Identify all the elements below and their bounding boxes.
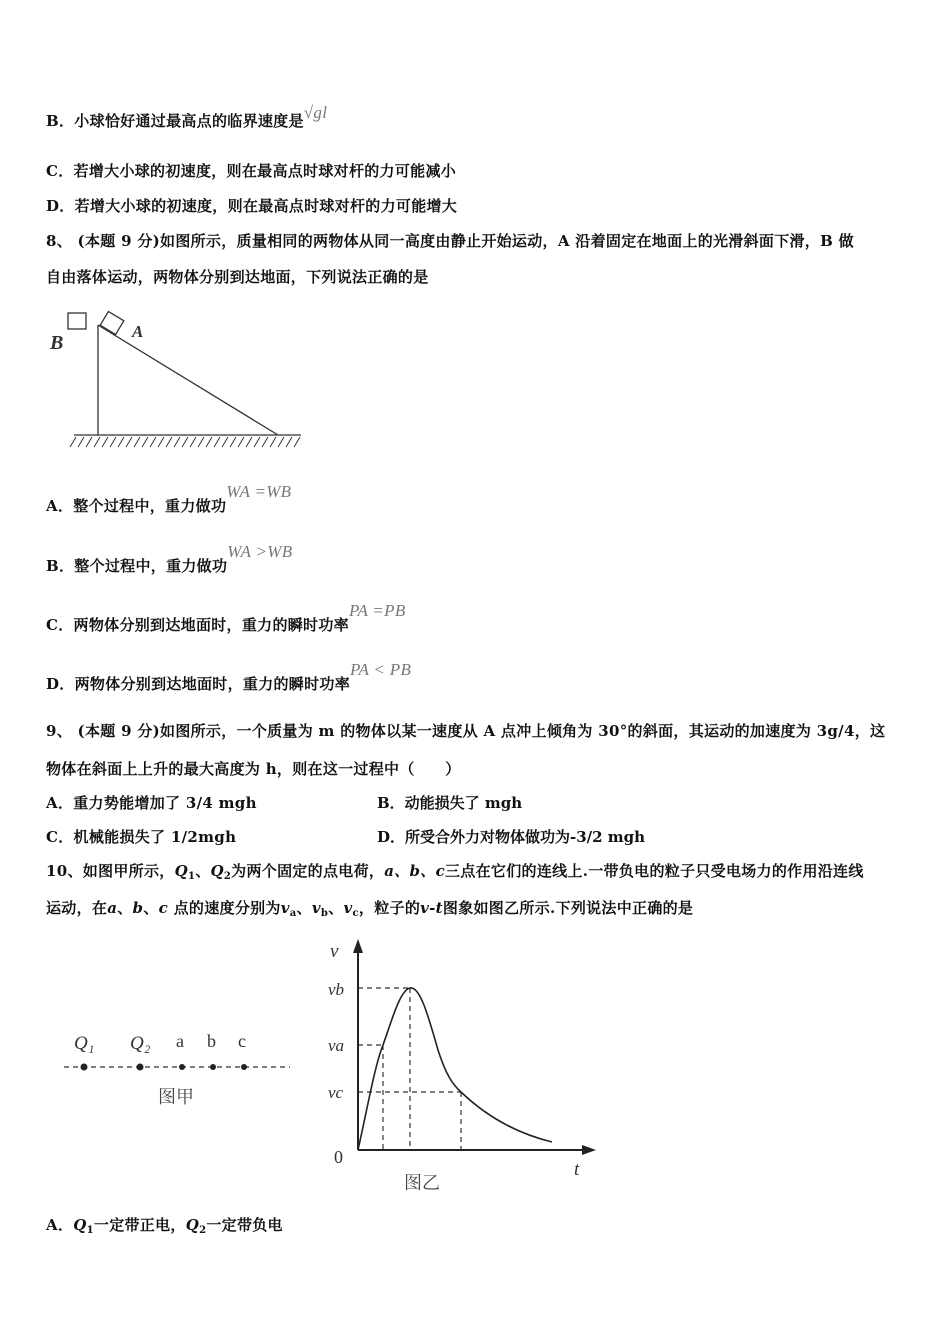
q10-stem-line1: 10、如图甲所示，$Q_1$、$Q_2$为两个固定的点电荷，a、b、c三点在它们的连线上.一带负电的粒子只受电场力的作用沿连线 <box>46 862 864 882</box>
axis-label-v: v <box>330 941 339 962</box>
tick-vc: vc <box>328 1083 344 1102</box>
q10-stem-line2: 运动，在a、b、c 点的速度分别为$v_a$、$v_b$、$v_c$，粒子的v-t图象如图乙所示.下列说法中正确的是 <box>46 899 694 919</box>
q10-option-a: A．$Q_1$一定带正电，$Q_2$一定带负电 <box>46 1216 283 1236</box>
caption-jia: 图甲 <box>158 1087 194 1107</box>
label-a: A <box>132 322 144 341</box>
q9-option-a: A．重力势能增加了 3/4 mgh <box>46 794 257 812</box>
q8-option-c: C．两物体分别到达地面时，重力的瞬时功率PA =PB <box>46 601 406 634</box>
label-a: a <box>176 1031 184 1051</box>
tick-vb: vb <box>328 980 345 999</box>
point-c <box>241 1064 247 1070</box>
q9-option-d: D．所受合外力对物体做功为-3/2 mgh <box>377 828 646 846</box>
q8-option-d: D．两物体分别到达地面时，重力的瞬时功率PA < PB <box>46 660 412 693</box>
label-b: b <box>207 1031 216 1051</box>
charge-q2 <box>137 1064 144 1071</box>
point-b <box>210 1064 216 1070</box>
charge-q1 <box>81 1064 88 1071</box>
caption-yi: 图乙 <box>404 1173 440 1193</box>
block-a <box>100 312 124 335</box>
axis-label-t: t <box>574 1159 580 1180</box>
q10-figure-jia <box>60 1025 300 1115</box>
origin-label: 0 <box>334 1147 343 1167</box>
q8-option-b: B．整个过程中，重力做功WA >WB <box>46 542 293 575</box>
label-c: c <box>238 1031 246 1051</box>
tick-va: va <box>328 1036 345 1055</box>
label-q2: Q₂ <box>130 1033 151 1054</box>
point-a <box>179 1064 185 1070</box>
q8-optc-formula: PA =PB <box>348 601 406 620</box>
label-b: B <box>50 332 64 354</box>
q7-option-b: B．小球恰好通过最高点的临界速度是√gl <box>46 103 328 130</box>
q8-opta-formula: WA =WB <box>226 482 292 501</box>
q8-stem-line1: 8、 (本题 9 分)如图所示，质量相同的两物体从同一高度由静止开始运动，A 沿着固定在地面上的光滑斜面下滑，B 做 <box>46 232 854 250</box>
q8-incline-figure <box>46 305 316 455</box>
q9-option-b: B．动能损失了 mgh <box>377 794 523 812</box>
q8-stem-line2: 自由落体运动，两物体分别到达地面，下列说法正确的是 <box>46 268 429 286</box>
q9-stem-line1: 9、 (本题 9 分)如图所示，一个质量为 m 的物体以某一速度从 A 点冲上倾角为 30°的斜面，其运动的加速度为 3g/4，这 <box>46 722 886 740</box>
q9-stem-line2: 物体在斜面上上升的最大高度为 h，则在这一过程中（ ） <box>46 760 461 778</box>
q8-optb-formula: WA >WB <box>227 542 293 561</box>
q8-optd-formula: PA < PB <box>350 660 412 679</box>
vt-curve <box>358 988 552 1150</box>
block-b <box>68 313 86 329</box>
q7-optb-formula: √gl <box>303 103 328 122</box>
q9-option-c: C．机械能损失了 1/2mgh <box>46 828 237 846</box>
q10-figure-yi <box>320 935 610 1200</box>
q7-option-c: C．若增大小球的初速度，则在最高点时球对杆的力可能减小 <box>46 162 457 180</box>
q7-option-d: D．若增大小球的初速度，则在最高点时球对杆的力可能增大 <box>46 197 458 215</box>
q8-option-a: A．整个过程中，重力做功WA =WB <box>46 482 292 515</box>
label-q1: Q₁ <box>74 1033 95 1054</box>
